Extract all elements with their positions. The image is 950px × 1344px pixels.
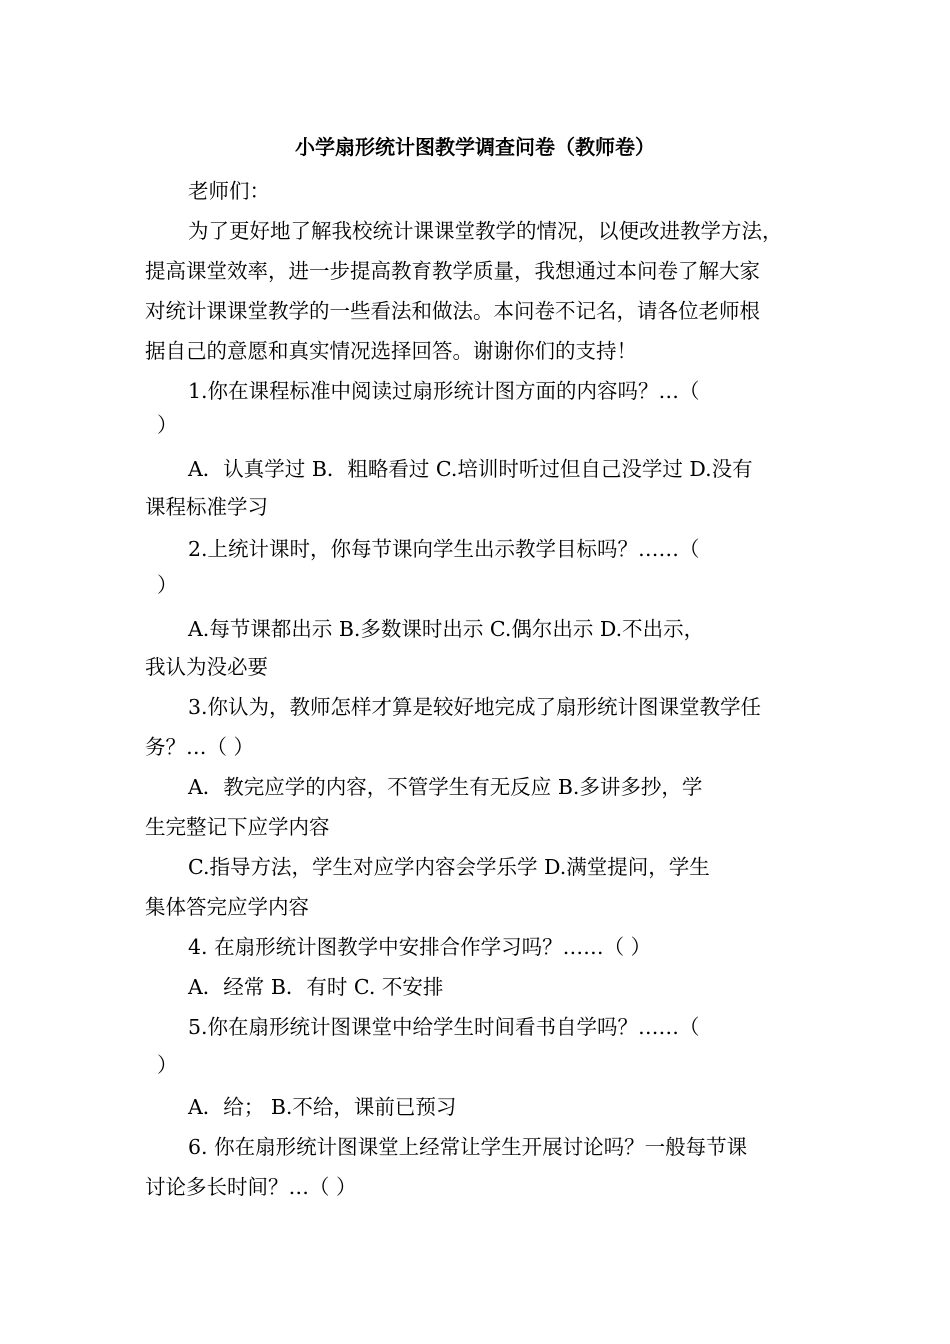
document-title: 小学扇形统计图教学调查问卷（教师卷） <box>295 135 655 159</box>
question-1-answer-close: ） <box>157 413 178 437</box>
question-3-options-b: C.指导方法，学生对应学内容会学乐学 D.满堂提问，学生 <box>188 855 710 879</box>
question-4-options: A．经常 B．有时 C. 不安排 <box>188 975 444 999</box>
question-4-text: 4. 在扇形统计图教学中安排合作学习吗？……（ ） <box>188 935 652 959</box>
intro-line-4: 据自己的意愿和真实情况选择回答。谢谢你们的支持！ <box>145 339 637 363</box>
intro-line-3: 对统计课课堂教学的一些看法和做法。本问卷不记名，请各位老师根 <box>145 299 760 323</box>
question-5-text: 5.你在扇形统计图课堂中给学生时间看书自学吗？……（ <box>188 1015 700 1039</box>
intro-line-1: 为了更好地了解我校统计课课堂教学的情况，以便改进教学方法， <box>188 219 783 243</box>
question-3-options-b-cont: 集体答完应学内容 <box>145 895 309 919</box>
question-6-text-cont: 讨论多长时间？…（ ） <box>145 1175 357 1199</box>
question-2-options-cont: 我认为没必要 <box>145 655 268 679</box>
question-2-answer-close: ） <box>157 573 178 597</box>
question-5-options: A．给； B.不给，课前已预习 <box>188 1095 457 1119</box>
question-3-options-a-cont: 生完整记下应学内容 <box>145 815 330 839</box>
question-3-options-a: A．教完应学的内容，不管学生有无反应 B.多讲多抄，学 <box>188 775 703 799</box>
question-3-text: 3.你认为，教师怎样才算是较好地完成了扇形统计图课堂教学任 <box>188 695 762 719</box>
question-1-options: A．认真学过 B．粗略看过 C.培训时听过但自己没学过 D.没有 <box>188 457 753 481</box>
question-2-text: 2.上统计课时，你每节课向学生出示教学目标吗？……（ <box>188 537 700 561</box>
question-1-text: 1.你在课程标准中阅读过扇形统计图方面的内容吗？…（ <box>188 379 700 403</box>
question-1-options-cont: 课程标准学习 <box>145 495 268 519</box>
question-3-text-cont: 务？…（ ） <box>145 735 255 759</box>
intro-line-2: 提高课堂效率，进一步提高教育教学质量，我想通过本问卷了解大家 <box>145 259 760 283</box>
question-2-options: A.每节课都出示 B.多数课时出示 C.偶尔出示 D.不出示， <box>188 617 705 641</box>
question-6-text: 6. 你在扇形统计图课堂上经常让学生开展讨论吗？一般每节课 <box>188 1135 748 1159</box>
greeting: 老师们： <box>188 179 270 203</box>
question-5-answer-close: ） <box>157 1053 178 1077</box>
